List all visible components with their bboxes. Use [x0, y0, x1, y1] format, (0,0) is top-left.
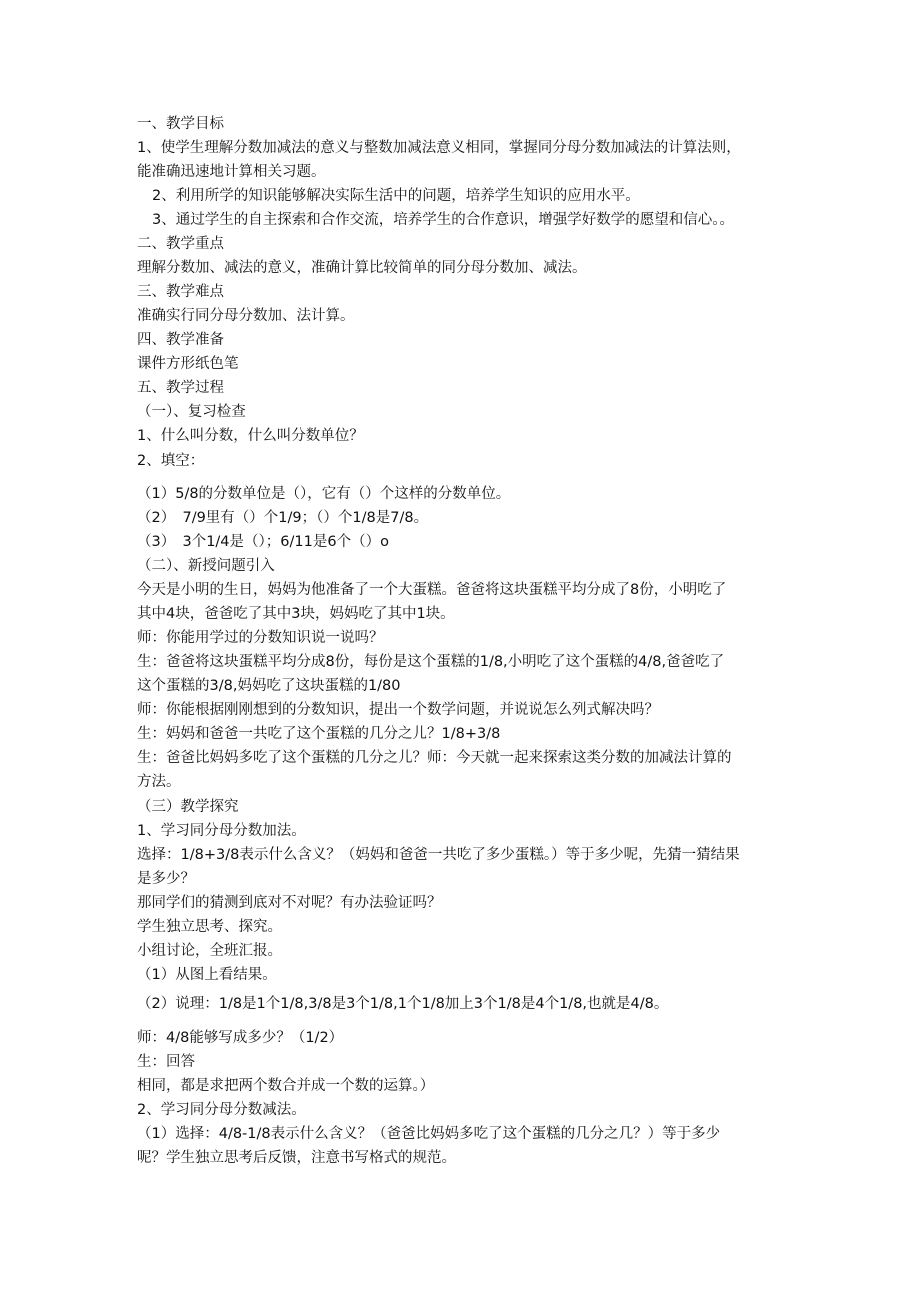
addition-choice-line-1: 选择：1/8+3/8表示什么含义？（妈妈和爸爸一共吃了多少蛋糕。）等于多少呢，先猜一猜结果	[137, 847, 740, 863]
addition-choice-line-2: 是多少？	[137, 871, 195, 887]
story-line-1: 今天是小明的生日，妈妈为他准备了一个大蛋糕。爸爸将这块蛋糕平均分成了8份，小明吃了	[137, 582, 727, 598]
goal-3: 3、通过学生的自主探索和合作交流，培养学生的合作意识，增强学好数学的愿望和信心。。	[152, 212, 734, 228]
group-discussion: 小组讨论，全班汇报。	[137, 943, 282, 959]
goal-1-line-1: 1、使学生理解分数加减法的意义与整数加减法意义相同，掌握同分母分数加减法的计算法则，	[137, 140, 741, 156]
teacher-simplify: 师：4/8能够写成多少？（1/2）	[137, 1030, 344, 1046]
heading-preparation: 四、教学准备	[137, 332, 224, 348]
preparation-text: 课件方形纸色笔	[137, 356, 239, 372]
teacher-line-2: 师：你能根据刚刚想到的分数知识，提出一个数学问题，并说说怎么列式解决吗？	[137, 702, 659, 718]
student-line-2: 生：妈妈和爸爸一共吃了这个蛋糕的几分之儿？1/8+3/8	[137, 726, 501, 742]
review-question-2: 2、填空：	[137, 453, 205, 469]
student-line-3b: 方法。	[137, 774, 181, 790]
teacher-line-1: 师：你能用学过的分数知识说一说吗？	[137, 630, 384, 646]
goal-1-line-2: 能准确迅速地计算相关习题。	[137, 164, 326, 180]
reasoning-line: （2）说理：1/8是1个1/8,3/8是3个1/8,1个1/8加上3个1/8是4个1/8,也就是4/8。	[137, 996, 669, 1012]
story-line-2: 其中4块，爸爸吃了其中3块，妈妈吃了其中1块。	[137, 606, 455, 622]
fill-blank-1: （1）5/8的分数单位是（），它有（）个这样的分数单位。	[137, 486, 511, 502]
independent-thinking: 学生独立思考、探究。	[137, 919, 282, 935]
result-from-figure: （1）从图上看结果。	[137, 967, 277, 983]
difficulties-text: 准确实行同分母分数加、法计算。	[137, 308, 355, 324]
addition-heading: 1、学习同分母分数加法。	[137, 823, 306, 839]
key-points-text: 理解分数加、减法的意义，准确计算比较简单的同分母分数加、减法。	[137, 260, 587, 276]
review-question-1: 1、什么叫分数，什么叫分数单位？	[137, 428, 364, 444]
student-line-3a: 生：爸爸比妈妈多吃了这个蛋糕的几分之儿？师：今天就一起来探索这类分数的加减法计算的	[137, 750, 732, 766]
subtraction-choice-line-2: 呢？学生独立思考后反馈，注意书写格式的规范。	[137, 1150, 456, 1166]
heading-difficulties: 三、教学难点	[137, 284, 224, 300]
heading-teaching-goals: 一、教学目标	[137, 116, 224, 132]
subtraction-choice-line-1: （1）选择：4/8-1/8表示什么含义？（爸爸比妈妈多吃了这个蛋糕的几分之几？）等于多少	[137, 1126, 721, 1142]
student-line-1a: 生：爸爸将这块蛋糕平均分成8份，每份是这个蛋糕的1/8,小明吃了这个蛋糕的4/8,爸爸吃了	[137, 654, 725, 670]
fill-blank-3: （3） 3个1/4是（）；6/11是6个（）o	[137, 534, 389, 550]
subheading-exploration: （三）教学探究	[137, 799, 239, 815]
subheading-review: （一）、复习检查	[137, 404, 246, 420]
verify-question: 那同学们的猜测到底对不对呢？有办法验证吗？	[137, 895, 442, 911]
subheading-introduction: （二）、新授问题引入	[137, 558, 275, 574]
heading-process: 五、教学过程	[137, 380, 224, 396]
student-line-1b: 这个蛋糕的3/8,妈妈吃了这块蛋糕的1/80	[137, 678, 401, 694]
heading-key-points: 二、教学重点	[137, 236, 224, 252]
student-answer: 生：回答	[137, 1054, 195, 1070]
same-meaning-line: 相同，都是求把两个数合并成一个数的运算。）	[137, 1078, 435, 1094]
fill-blank-2: （2） 7/9里有（）个1/9；（）个1/8是7/8。	[137, 510, 429, 526]
goal-2: 2、利用所学的知识能够解决实际生活中的问题，培养学生知识的应用水平。	[152, 188, 640, 204]
subtraction-heading: 2、学习同分母分数减法。	[137, 1102, 306, 1118]
